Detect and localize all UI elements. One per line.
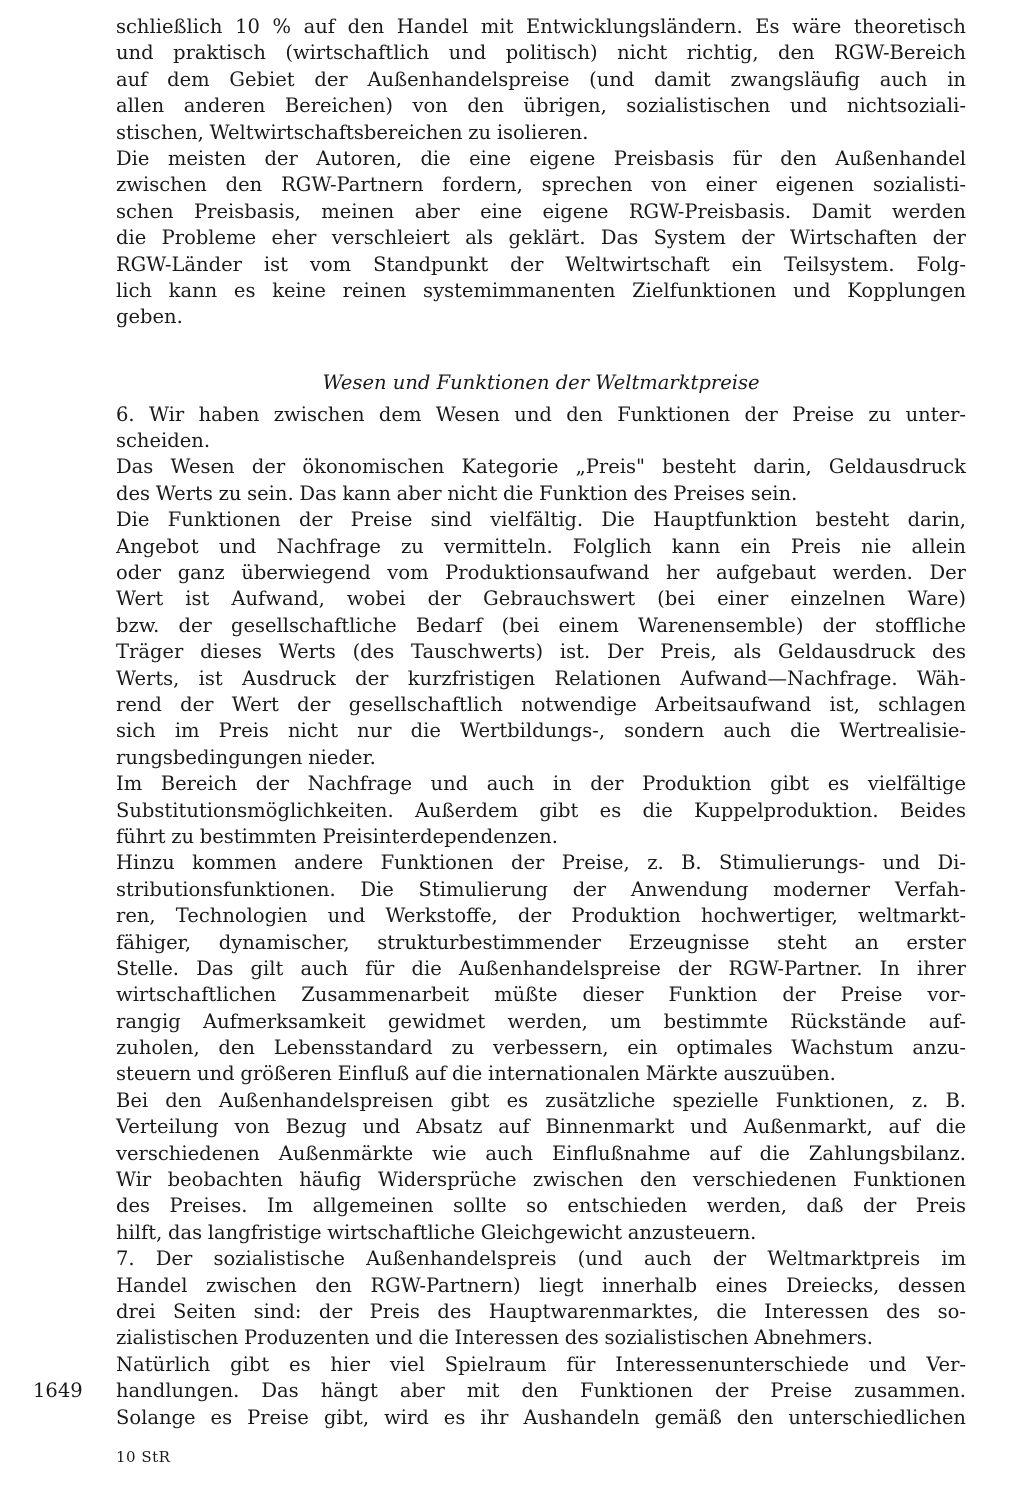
text-line: Wir beobachten häufig Widersprüche zwischen den verschiedenen Funktionen bbox=[116, 1168, 966, 1192]
text-line: zialistischen Produzenten und die Interessen des sozialistischen Abnehmers. bbox=[116, 1326, 873, 1350]
text-line: Wert ist Aufwand, wobei der Gebrauchswert (bei einer einzelnen Ware) bbox=[116, 587, 966, 611]
text-line: stischen, Weltwirtschaftsbereichen zu isolieren. bbox=[116, 120, 589, 144]
section-heading: Wesen und Funktionen der Weltmarktpreise bbox=[322, 370, 760, 394]
text-line: Im Bereich der Nachfrage und auch in der Produktion gibt es vielfältige bbox=[116, 772, 966, 796]
text-line: Stelle. Das gilt auch für die Außenhandelspreise der RGW-Partner. In ihrer bbox=[116, 956, 966, 980]
text-line: RGW-Länder ist vom Standpunkt der Weltwirtschaft ein Teilsystem. Folg- bbox=[116, 252, 966, 276]
text-line: bzw. der gesellschaftliche Bedarf (bei einem Warenensemble) der stoffliche bbox=[116, 613, 966, 637]
text-line: auf dem Gebiet der Außenhandelspreise (und damit zwangsläufig auch in bbox=[116, 67, 966, 91]
text-line: hilft, das langfristige wirtschaftliche Gleichgewicht anzusteuern. bbox=[116, 1220, 757, 1244]
text-line: Verteilung von Bezug und Absatz auf Binnenmarkt und Außenmarkt, auf die bbox=[116, 1115, 966, 1139]
text-line: allen anderen Bereichen) von den übrigen, sozialistischen und nichtsoziali- bbox=[116, 94, 966, 118]
text-line: 7. Der sozialistische Außenhandelspreis (und auch der Weltmarktpreis im bbox=[116, 1247, 966, 1271]
text-line: scheiden. bbox=[116, 429, 211, 453]
paragraph bbox=[116, 146, 966, 331]
text-line: ren, Technologien und Werkstoffe, der Produktion hochwertiger, weltmarkt- bbox=[116, 904, 966, 928]
opening-paragraphs bbox=[116, 14, 966, 331]
paragraph bbox=[116, 402, 966, 455]
text-line: fähiger, dynamischer, strukturbestimmender Erzeugnisse steht an erster bbox=[116, 930, 966, 954]
text-line: Die meisten der Autoren, die eine eigene Preisbasis für den Außenhandel bbox=[116, 146, 966, 170]
text-line: lich kann es keine reinen systemimmanenten Zielfunktionen und Kopplungen bbox=[116, 278, 966, 302]
paragraph bbox=[116, 1088, 966, 1246]
text-line: des Werts zu sein. Das kann aber nicht die Funktion des Preises sein. bbox=[116, 481, 798, 505]
paragraph bbox=[116, 850, 966, 1088]
text-line: Die Funktionen der Preise sind vielfältig. Die Hauptfunktion besteht darin, bbox=[116, 508, 966, 532]
text-line: die Probleme eher verschleiert als geklärt. Das System der Wirtschaften der bbox=[116, 226, 966, 250]
text-line: Werts, ist Ausdruck der kurzfristigen Relationen Aufwand—Nachfrage. Wäh- bbox=[116, 666, 966, 690]
text-line: schen Preisbasis, meinen aber eine eigene RGW-Preisbasis. Damit werden bbox=[116, 199, 966, 223]
paragraph bbox=[116, 771, 966, 850]
text-line: verschiedenen Außenmärkte wie auch Einflußnahme auf die Zahlungsbilanz. bbox=[116, 1141, 966, 1165]
text-line: Handel zwischen den RGW-Partnern) liegt innerhalb eines Dreiecks, dessen bbox=[116, 1273, 966, 1297]
text-line: Bei den Außenhandelspreisen gibt es zusätzliche spezielle Funktionen, z. B. bbox=[116, 1088, 966, 1112]
text-line: Substitutionsmöglichkeiten. Außerdem gibt es die Kuppelproduktion. Beides bbox=[116, 798, 966, 822]
text-line: stributionsfunktionen. Die Stimulierung der Anwendung moderner Verfah- bbox=[116, 877, 966, 901]
text-line: 6. Wir haben zwischen dem Wesen und den Funktionen der Preise zu unter- bbox=[116, 402, 966, 426]
section-body bbox=[116, 402, 966, 1431]
text-line: schließlich 10 % auf den Handel mit Entwicklungsländern. Es wäre theoretisch bbox=[116, 15, 966, 38]
page-number: 1649 bbox=[33, 1379, 83, 1402]
text-line: Träger dieses Werts (des Tauschwerts) ist. Der Preis, als Geldausdruck des bbox=[116, 640, 966, 664]
text-line: zuholen, den Lebensstandard zu verbessern, ein optimales Wachstum anzu- bbox=[116, 1036, 966, 1060]
text-line: zwischen den RGW-Partnern fordern, sprechen von einer eigenen sozialisti- bbox=[116, 173, 966, 197]
text-line: geben. bbox=[116, 305, 183, 329]
text-line: rungsbedingungen nieder. bbox=[116, 745, 376, 769]
text-line: oder ganz überwiegend vom Produktionsaufwand her aufgebaut werden. Der bbox=[116, 561, 966, 585]
paragraph bbox=[116, 1352, 966, 1431]
text-line: rend der Wert der gesellschaftlich notwendige Arbeitsaufwand ist, schlagen bbox=[116, 692, 966, 716]
text-line: steuern und größeren Einfluß auf die internationalen Märkte auszuüben. bbox=[116, 1062, 836, 1086]
paragraph bbox=[116, 14, 966, 146]
text-line: sich im Preis nicht nur die Wertbildungs-, sondern auch die Wertrealisie- bbox=[116, 719, 966, 743]
text-line: rangig Aufmerksamkeit gewidmet werden, um bestimmte Rückstände auf- bbox=[116, 1009, 966, 1033]
text-line: Das Wesen der ökonomischen Kategorie „Preis" besteht darin, Geldausdruck bbox=[116, 455, 966, 479]
text-line: handlungen. Das hängt aber mit den Funktionen der Preise zusammen. bbox=[116, 1379, 966, 1403]
text-line: wirtschaftlichen Zusammenarbeit müßte dieser Funktion der Preise vor- bbox=[116, 983, 966, 1007]
text-line: Solange es Preise gibt, wird es ihr Aushandeln gemäß den unterschiedlichen bbox=[116, 1405, 966, 1429]
paragraph bbox=[116, 454, 966, 507]
printer-signature: 10 StR bbox=[116, 1448, 171, 1466]
paragraph bbox=[116, 1246, 966, 1352]
paragraph bbox=[116, 507, 966, 771]
text-line: Angebot und Nachfrage zu vermitteln. Folglich kann ein Preis nie allein bbox=[116, 534, 966, 558]
text-line: des Preises. Im allgemeinen sollte so entschieden werden, daß der Preis bbox=[116, 1194, 966, 1218]
text-line: führt zu bestimmten Preisinterdependenzen. bbox=[116, 824, 558, 848]
text-line: Natürlich gibt es hier viel Spielraum für Interessenunterschiede und Ver- bbox=[116, 1352, 966, 1376]
text-line: und praktisch (wirtschaftlich und politisch) nicht richtig, den RGW-Bereich bbox=[116, 41, 966, 65]
text-line: drei Seiten sind: der Preis des Hauptwarenmarktes, die Interessen des so- bbox=[116, 1299, 966, 1323]
text-line: Hinzu kommen andere Funktionen der Preise, z. B. Stimulierungs- und Di- bbox=[116, 851, 966, 875]
text-column bbox=[116, 14, 966, 1431]
